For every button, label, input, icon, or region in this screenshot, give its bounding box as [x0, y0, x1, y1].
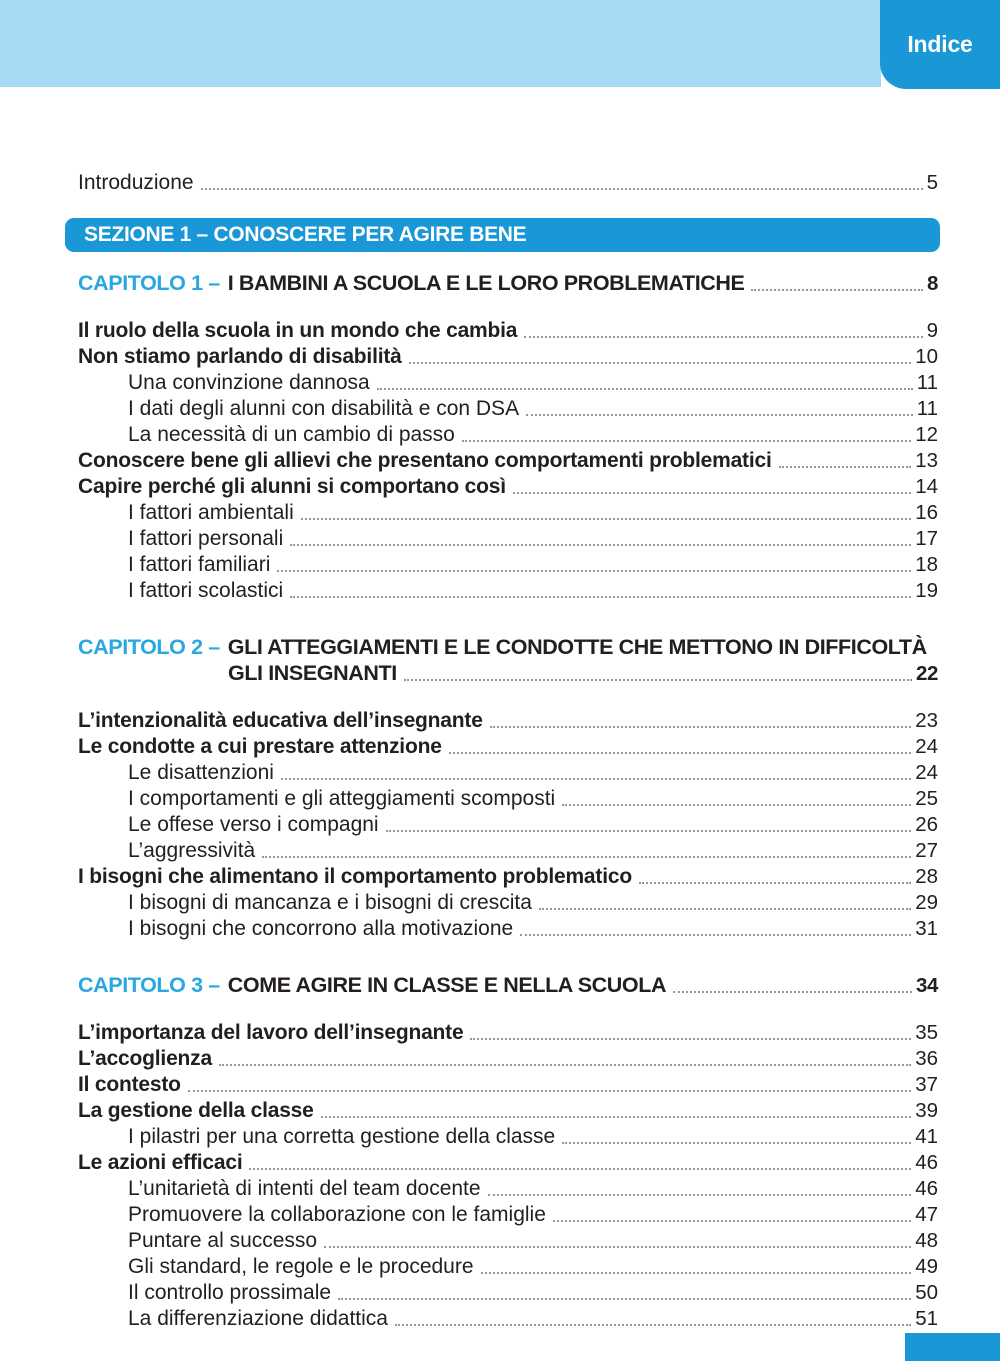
entry-label: Introduzione: [78, 171, 194, 194]
entry-page-number: 39: [915, 1099, 938, 1122]
toc-entry: [78, 1280, 938, 1306]
entry-page-number: 50: [915, 1281, 938, 1304]
entry-page-number: 18: [915, 553, 938, 576]
entry-page-number: 48: [915, 1229, 938, 1252]
toc-entry: [78, 552, 938, 578]
toc-entry: [78, 890, 938, 916]
entry-label: I fattori personali: [128, 527, 284, 550]
dotted-leader: [751, 289, 923, 291]
entry-label: I fattori familiari: [128, 553, 271, 576]
toc-entry: [78, 1098, 938, 1124]
entry-page-number: 41: [915, 1125, 938, 1148]
dotted-leader: [470, 1038, 911, 1040]
toc-entry: [78, 838, 938, 864]
entry-page-number: 51: [915, 1307, 938, 1330]
entry-label: I fattori ambientali: [128, 501, 294, 524]
toc-entry: [78, 578, 938, 604]
entry-page-number: 25: [915, 787, 938, 810]
toc-entry: [78, 1306, 938, 1332]
entry-page-number: 28: [915, 865, 938, 888]
entry-label: L’aggressività: [128, 839, 256, 862]
chapter-heading-row-2: [78, 660, 938, 687]
toc-entry: [78, 370, 938, 396]
toc-entry: [78, 396, 938, 422]
toc-entry: [78, 1202, 938, 1228]
dotted-leader: [779, 466, 912, 468]
dotted-leader: [324, 1246, 911, 1248]
dotted-leader: [301, 518, 911, 520]
toc-entry: [78, 344, 938, 370]
chapter-1: [78, 270, 938, 604]
dotted-leader: [321, 1116, 912, 1118]
entry-page-number: 46: [915, 1151, 938, 1174]
entry-page-number: 11: [916, 397, 938, 420]
dotted-leader: [404, 679, 912, 681]
dotted-leader: [249, 1168, 911, 1170]
entry-label: La differenziazione didattica: [128, 1307, 388, 1330]
dotted-leader: [488, 1194, 912, 1196]
toc-entry: [78, 448, 938, 474]
dotted-leader: [277, 570, 911, 572]
dotted-leader: [539, 908, 911, 910]
dotted-leader: [639, 882, 911, 884]
dotted-leader: [673, 991, 912, 993]
dotted-leader: [562, 804, 911, 806]
dotted-leader: [201, 188, 923, 190]
chapter-heading-row: [78, 972, 938, 999]
entry-page-number: 31: [915, 917, 938, 940]
indice-corner-tab: [880, 0, 1000, 89]
chapter-entries: [78, 708, 938, 942]
dotted-leader: [562, 1142, 911, 1144]
entry-page-number: 24: [915, 761, 938, 784]
dotted-leader: [520, 934, 911, 936]
entry-page-number: 10: [915, 345, 938, 368]
entry-label: Le condotte a cui prestare attenzione: [78, 735, 442, 758]
entry-label: La necessità di un cambio di passo: [128, 423, 455, 446]
dotted-leader: [290, 596, 911, 598]
entry-page-number: 14: [915, 475, 938, 498]
dotted-leader: [395, 1324, 911, 1326]
entry-page-number: 17: [915, 527, 938, 550]
entry-page-number: 13: [915, 449, 938, 472]
entry-page-number: 46: [915, 1177, 938, 1200]
toc-entry: [78, 1020, 938, 1046]
entry-page-number: 9: [926, 319, 938, 342]
entry-label: Le disattenzioni: [128, 761, 274, 784]
chapter-page-number: 8: [926, 272, 938, 295]
toc-entry: [78, 734, 938, 760]
entry-page-number: 47: [915, 1203, 938, 1226]
section-banner: [65, 218, 940, 252]
dotted-leader: [513, 492, 911, 494]
chapter-kicker: CAPITOLO 2 –: [78, 635, 220, 659]
chapter-kicker: CAPITOLO 1 –: [78, 271, 220, 295]
toc-entry: [78, 318, 938, 344]
toc-entry: [78, 916, 938, 942]
entry-label: L’accoglienza: [78, 1047, 212, 1070]
chapter-page-number: 34: [915, 974, 938, 997]
toc-entry: [78, 1254, 938, 1280]
entry-page-number: 11: [916, 371, 938, 394]
entry-label: Puntare al successo: [128, 1229, 318, 1252]
entry-label: Il ruolo della scuola in un mondo che cambia: [78, 319, 518, 342]
chapter-entries: [78, 1020, 938, 1332]
dotted-leader: [338, 1298, 911, 1300]
toc-entry: [78, 1150, 938, 1176]
toc-entry: [78, 526, 938, 552]
chapter-entries: [78, 318, 938, 604]
chapter-page-number: 22: [915, 662, 938, 685]
toc-entry: [78, 1072, 938, 1098]
entry-label: Non stiamo parlando di disabilità: [78, 345, 402, 368]
dotted-leader: [281, 778, 911, 780]
entry-label: I bisogni di mancanza e i bisogni di crescita: [128, 891, 532, 914]
chapter-2: [78, 634, 938, 942]
toc-entry: [78, 500, 938, 526]
entry-page-number: 36: [915, 1047, 938, 1070]
entry-label: Le azioni efficaci: [78, 1151, 243, 1174]
toc-entry: [78, 864, 938, 890]
dotted-leader: [377, 388, 913, 390]
chapter-title-line2: GLI INSEGNANTI: [228, 661, 397, 685]
chapter-title: COME AGIRE IN CLASSE E NELLA SCUOLA: [227, 973, 667, 997]
chapter-heading-row: [78, 270, 938, 297]
page-edge-tab: [905, 1333, 1000, 1361]
entry-page-number: 35: [915, 1021, 938, 1044]
dotted-leader: [409, 362, 912, 364]
dotted-leader: [462, 440, 911, 442]
header-band: [0, 0, 881, 87]
table-of-contents: [78, 170, 938, 1362]
dotted-leader: [526, 414, 913, 416]
chapter-title: GLI ATTEGGIAMENTI E LE CONDOTTE CHE METTONO IN DIFFICOLTÀ: [227, 635, 927, 659]
entry-label: I comportamenti e gli atteggiamenti scomposti: [128, 787, 556, 810]
entry-label: L’importanza del lavoro dell’insegnante: [78, 1021, 464, 1044]
entry-page-number: 27: [915, 839, 938, 862]
entry-page-number: 24: [915, 735, 938, 758]
entry-label: La gestione della classe: [78, 1099, 314, 1122]
entry-label: I dati degli alunni con disabilità e con DSA: [128, 397, 520, 420]
dotted-leader: [524, 336, 922, 338]
entry-page-number: 26: [915, 813, 938, 836]
dotted-leader: [262, 856, 911, 858]
entry-label: L’unitarietà di intenti del team docente: [128, 1177, 481, 1200]
dotted-leader: [490, 726, 911, 728]
chapter-3: [78, 972, 938, 1332]
toc-entry-introduzione: [78, 170, 938, 196]
entry-label: I bisogni che concorrono alla motivazione: [128, 917, 514, 940]
entry-page-number: 23: [915, 709, 938, 732]
entry-label: L’intenzionalità educativa dell’insegnante: [78, 709, 483, 732]
entry-label: Il controllo prossimale: [128, 1281, 332, 1304]
toc-entry: [78, 708, 938, 734]
entry-page-number: 37: [915, 1073, 938, 1096]
entry-label: Una convinzione dannosa: [128, 371, 370, 394]
toc-entry: [78, 760, 938, 786]
dotted-leader: [290, 544, 911, 546]
dotted-leader: [219, 1064, 911, 1066]
entry-page-number: 12: [915, 423, 938, 446]
toc-entry: [78, 1124, 938, 1150]
toc-entry: [78, 786, 938, 812]
entry-label: Gli standard, le regole e le procedure: [128, 1255, 474, 1278]
chapter-heading-row: [78, 634, 938, 660]
entry-label: I pilastri per una corretta gestione della classe: [128, 1125, 556, 1148]
dotted-leader: [553, 1220, 911, 1222]
indice-tab-label: Indice: [907, 31, 973, 57]
dotted-leader: [386, 830, 912, 832]
toc-entry: [78, 1046, 938, 1072]
dotted-leader: [449, 752, 912, 754]
toc-entry: [78, 474, 938, 500]
entry-label: Capire perché gli alunni si comportano così: [78, 475, 506, 498]
toc-entry: [78, 1228, 938, 1254]
entry-label: Promuovere la collaborazione con le famiglie: [128, 1203, 546, 1226]
toc-entry: [78, 1176, 938, 1202]
entry-page-number: 5: [926, 171, 938, 194]
chapter-kicker: CAPITOLO 3 –: [78, 973, 220, 997]
toc-entry: [78, 422, 938, 448]
entry-page-number: 16: [915, 501, 938, 524]
entry-label: I bisogni che alimentano il comportamento problematico: [78, 865, 632, 888]
entry-page-number: 29: [915, 891, 938, 914]
dotted-leader: [188, 1090, 911, 1092]
toc-entry: [78, 812, 938, 838]
entry-label: I fattori scolastici: [128, 579, 284, 602]
dotted-leader: [481, 1272, 912, 1274]
chapter-title: I BAMBINI A SCUOLA E LE LORO PROBLEMATICHE: [227, 271, 745, 295]
entry-label: Il contesto: [78, 1073, 181, 1096]
chapters: [78, 270, 938, 1332]
entry-label: Conoscere bene gli allievi che presentano comportamenti problematici: [78, 449, 772, 472]
section-banner-label: SEZIONE 1 – CONOSCERE PER AGIRE BENE: [84, 223, 527, 246]
entry-label: Le offese verso i compagni: [128, 813, 379, 836]
entry-page-number: 49: [915, 1255, 938, 1278]
entry-page-number: 19: [915, 579, 938, 602]
